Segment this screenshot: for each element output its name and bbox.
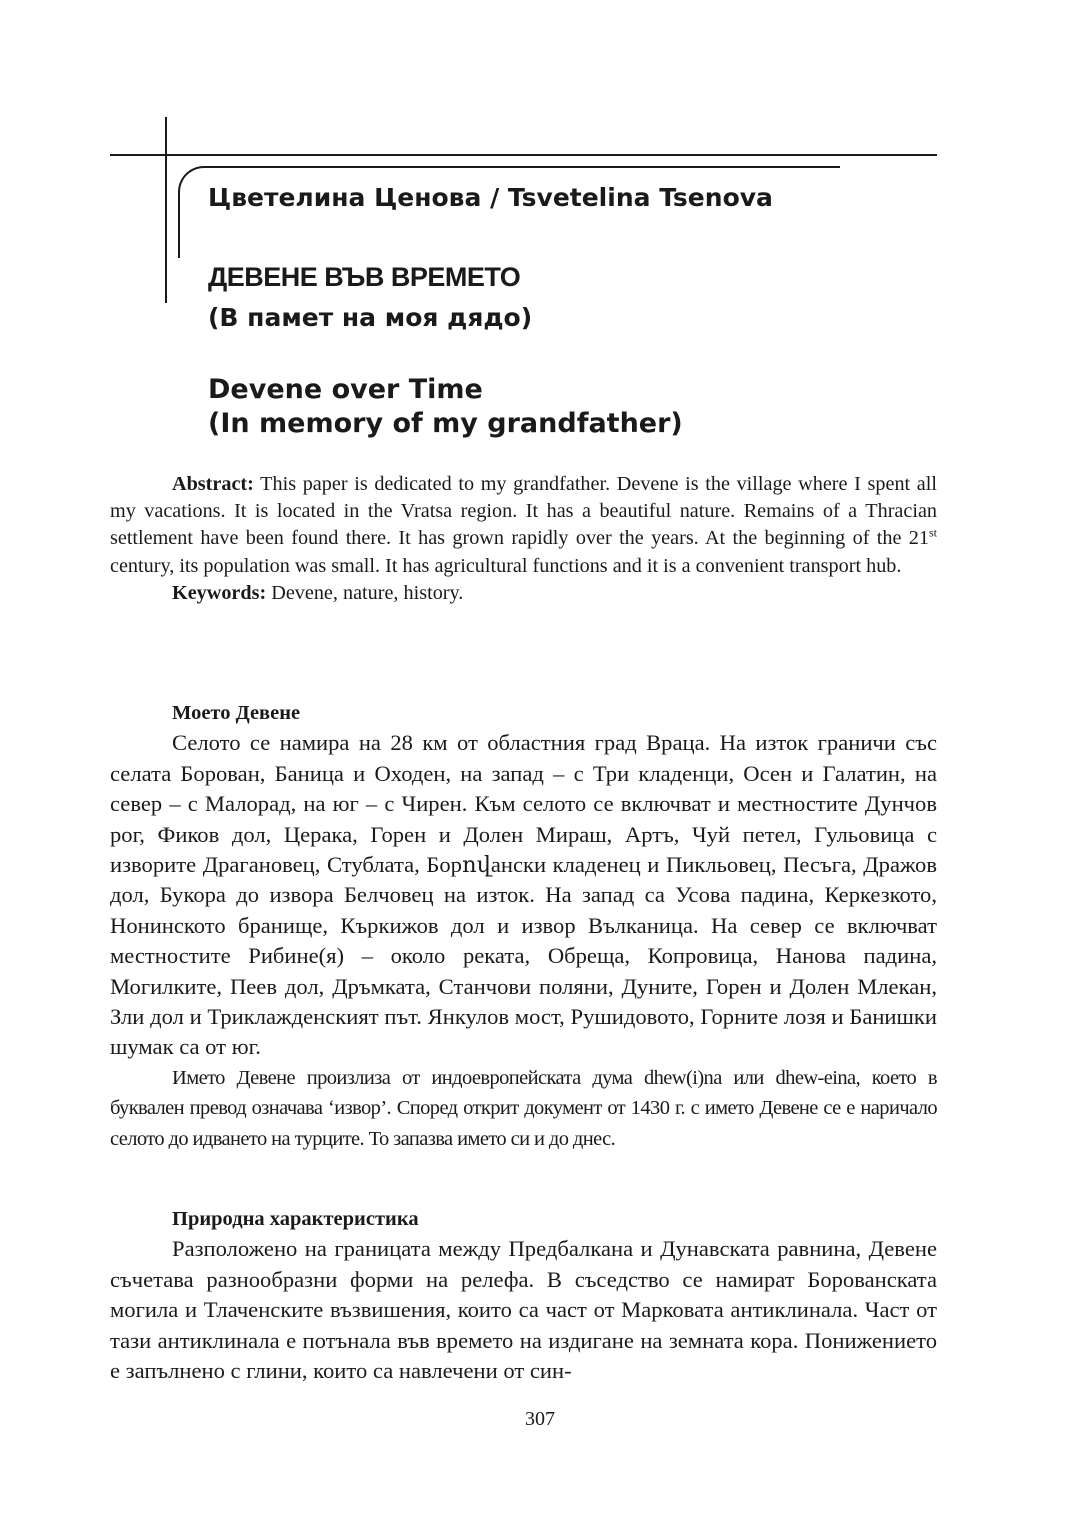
keywords-label: Keywords:	[172, 581, 267, 604]
section-heading: Моето Девене	[172, 702, 301, 724]
abstract-paragraph	[110, 471, 937, 580]
author: Цветелина Ценова / Tsvetelina Tsenova	[208, 183, 773, 212]
abstract-label: Abstract:	[172, 473, 254, 495]
keywords-text: Devene, nature, history.	[266, 581, 464, 604]
horizontal-rule	[110, 154, 937, 156]
body-paragraph: Разположено на границата между Предбалкана и Дунавската равнина, Девене съчетава разнообразни форми на релефа. В съседство се намират Борованската могила и Тлаченските възвишения, които са част от Марковата антиклинала. Част от тази антиклинала е потънала във времето на издигане на земната кора. Понижението е запълнено с глини, които са навлечени от син-	[110, 1236, 937, 1384]
vertical-rule	[165, 117, 167, 303]
subtitle-bg: (В памет на моя дядо)	[208, 303, 533, 332]
abstract-text-end: century, its population was small. It has agricultural functions and it is a convenient transport hub.	[110, 554, 902, 577]
abstract-block	[110, 471, 937, 607]
title-frame	[178, 166, 840, 258]
abstract-text: This paper is dedicated to my grandfather. Devene is the village where I spent all my vacations. It is located in the Vratsa region. It has a beautiful nature. Remains of a Thracian settlement have been found there. It has grown rapidly over the years. At the beginning of the 21	[110, 473, 937, 550]
body-paragraph: Селото се намира на 28 км от областния град Враца. На изток граничи със селата Борован, Баница и Оходен, на запад – с Три кладенци, Осен и Галатин, на север – с Малорад, на юг – с Чирен. Към селото се включват и местностите Дунчов рог, Фиков дол, Церака, Горен и Долен Мираш, Артъ, Чуй петел, Гульовица с изворите Драгановец, Стублата, Борովански кладенец и Пикльовец, Песъга, Дражов дол, Букора до извора Белчовец на изток. На запад са Усова падина, Керкезкото, Нонинското бранище, Къркижов дол и извор Вълканица. На север се включват местностите Рибине(я) – около реката, Обреща, Копровица, Нанова падина, Могилките, Пеев дол, Дръмката, Станчови поляни, Дуните, Горен и Долен Млекан, Зли дол и Триклажденският път. Янкулов мост, Рушидовото, Горните лозя и Банишки шумак са от юг.	[110, 730, 937, 1060]
section-nature	[110, 1204, 937, 1386]
section-heading: Природна характеристика	[172, 1208, 419, 1230]
page-number: 307	[525, 1408, 555, 1430]
section-mine	[110, 698, 937, 1154]
title-bg: ДЕВЕНЕ ВЪВ ВРЕМЕТО	[208, 262, 521, 292]
title-en: Devene over Time	[208, 374, 483, 405]
subtitle-en: (In memory of my grandfather)	[208, 408, 683, 439]
abstract-sup: st	[928, 525, 937, 540]
keywords-paragraph	[110, 580, 937, 607]
body-paragraph: Името Девене произлиза от индоевропейската дума dhew(i)na или dhew-eina, което в буквален превод означава ‘извор’. Според открит документ от 1430 г. с името Девене се е наричало селото до идването на турците. То запазва името си и до днес.	[110, 1066, 937, 1150]
